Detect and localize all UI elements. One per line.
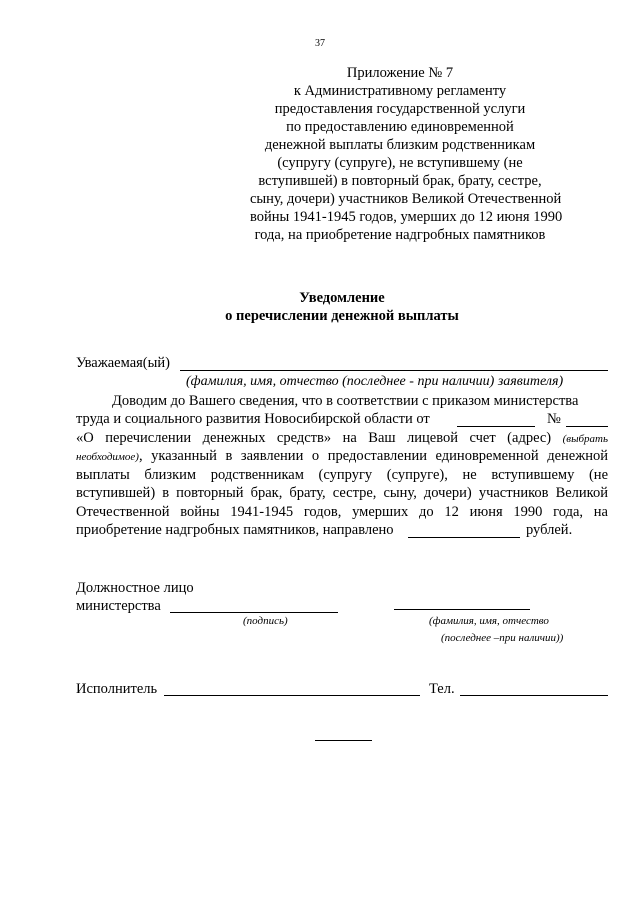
phone-label: Тел. xyxy=(429,681,455,697)
official-name-hint-2: (последнее –при наличии)) xyxy=(441,632,564,644)
appendix-line: войны 1941-1945 годов, умерших до 12 июня 1990 xyxy=(250,209,563,225)
title-line-2: о перечислении денежной выплаты xyxy=(225,308,459,324)
appendix-line: денежной выплаты близким родственникам xyxy=(264,137,536,153)
executor-field[interactable] xyxy=(164,695,420,696)
body-line-1: Доводим до Вашего сведения, что в соответствии с приказом министерства xyxy=(112,393,579,409)
salutation-label: Уважаемая(ый) xyxy=(76,355,170,371)
closing-separator xyxy=(315,740,372,741)
official-label-2: министерства xyxy=(76,598,161,614)
body-line-8a: приобретение надгробных памятников, направлено xyxy=(76,522,394,538)
body-line-4: необходимое), указанный в заявлении о предоставлении единовременной денежной xyxy=(76,448,608,464)
body-line-8b: рублей. xyxy=(526,522,573,538)
official-name-hint-1: (фамилия, имя, отчество xyxy=(429,615,549,627)
body-line-2a: труда и социального развития Новосибирской области от xyxy=(76,411,430,427)
appendix-line: Приложение № 7 xyxy=(346,65,454,81)
body-line-7: Отечественной войны 1941-1945 годов, умерших до 12 июня 1990 года, на xyxy=(76,504,608,520)
appendix-line: к Административному регламенту xyxy=(293,83,507,99)
appendix-block xyxy=(250,64,563,244)
body-line-6: вступившей) в повторный брак, брату, сестре, сыну, дочери) участников Великой xyxy=(76,485,608,501)
order-date-field[interactable] xyxy=(457,426,535,427)
body-line-2b: № xyxy=(547,411,561,427)
official-name-field[interactable] xyxy=(394,609,530,610)
official-label-1: Должностное лицо xyxy=(76,580,194,596)
applicant-name-field[interactable] xyxy=(180,370,608,371)
signature-hint: (подпись) xyxy=(243,615,288,627)
body-line-3: «О перечислении денежных средств» на Ваш лицевой счет (адрес) (выбрать xyxy=(76,430,609,446)
page-number: 37 xyxy=(315,38,325,49)
appendix-line: сыну, дочери) участников Великой Отечественной xyxy=(250,191,562,207)
phone-field[interactable] xyxy=(460,695,608,696)
appendix-line: предоставления государственной услуги xyxy=(274,101,526,117)
body-line-5: выплаты близким родственникам (супругу (супруге), не вступившему (не xyxy=(76,467,608,483)
title-line-1: Уведомление xyxy=(299,290,385,306)
order-number-field[interactable] xyxy=(566,426,608,427)
appendix-line: года, на приобретение надгробных памятников xyxy=(254,227,546,243)
executor-label: Исполнитель xyxy=(76,681,158,697)
appendix-line: по предоставлению единовременной xyxy=(286,119,514,135)
amount-field[interactable] xyxy=(408,537,520,538)
document-title xyxy=(0,289,640,325)
applicant-name-hint: (фамилия, имя, отчество (последнее - при наличии) заявителя) xyxy=(186,374,564,389)
appendix-line: вступившей) в повторный брак, брату, сестре, xyxy=(258,173,542,189)
appendix-line: (супругу (супруге), не вступившему (не xyxy=(277,155,523,171)
signature-field[interactable] xyxy=(170,612,338,613)
